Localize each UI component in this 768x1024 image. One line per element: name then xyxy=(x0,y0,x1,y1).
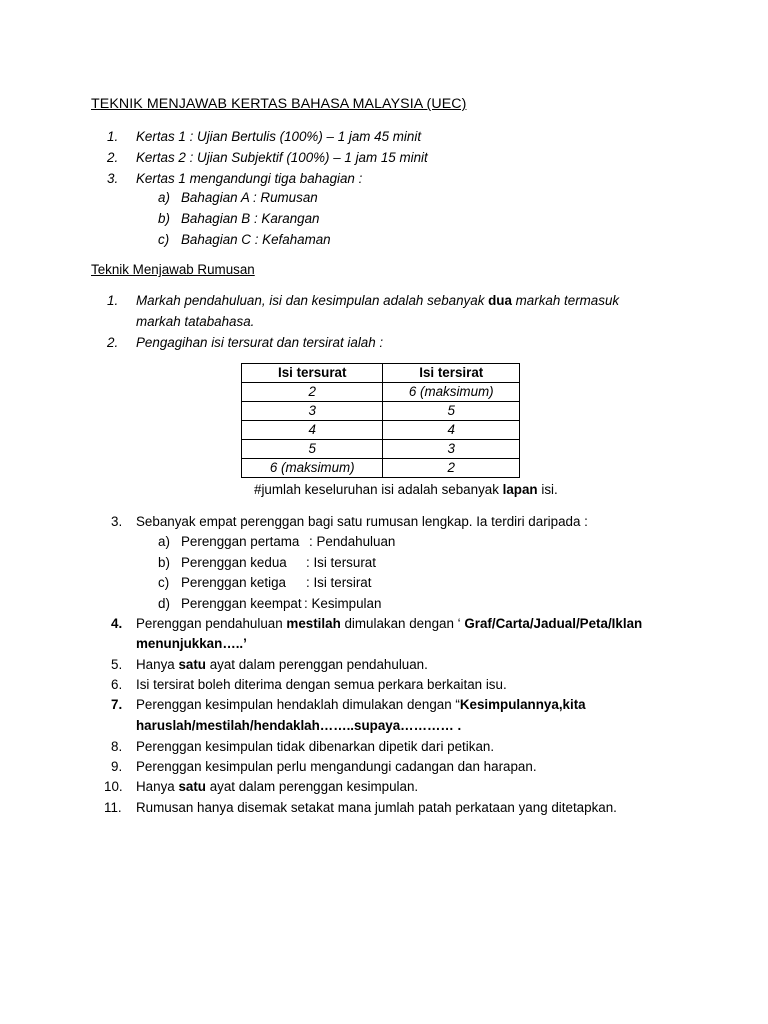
list-text xyxy=(136,293,619,309)
list-number: 10. xyxy=(104,779,123,794)
text-segment: Hanya xyxy=(136,657,179,672)
list-label: Perenggan keempat xyxy=(181,596,302,611)
table-cell: 6 (maksimum) xyxy=(383,383,520,402)
bold-segment: Graf/Carta/Jadual/Peta/Iklan xyxy=(464,616,643,631)
text-segment: dimulakan dengan ‘ xyxy=(340,616,465,631)
list-value: : Kesimpulan xyxy=(304,596,382,611)
list-number: 1. xyxy=(107,293,119,308)
list-value: : Isi tersirat xyxy=(306,575,372,590)
list-text: Isi tersirat boleh diterima dengan semua perkara berkaitan isu. xyxy=(136,677,507,692)
table-cell: 3 xyxy=(242,402,383,421)
list-text: Kertas 1 : Ujian Bertulis (100%) – 1 jam 45 minit xyxy=(136,129,422,144)
list-label: Perenggan pertama xyxy=(181,534,300,549)
bold-segment: mestilah xyxy=(286,616,341,631)
table-row xyxy=(242,402,520,421)
list-letter: c) xyxy=(158,575,170,590)
list-text: Bahagian B : Karangan xyxy=(181,211,320,226)
list-letter: a) xyxy=(158,534,170,549)
table-note xyxy=(254,482,558,497)
list-letter: b) xyxy=(158,555,170,570)
list-label: Perenggan ketiga xyxy=(181,575,286,590)
list-text: Bahagian C : Kefahaman xyxy=(181,232,331,247)
bold-segment: satu xyxy=(178,779,206,794)
isi-table xyxy=(241,363,520,478)
table-header: Isi tersirat xyxy=(383,364,520,383)
text-segment: #jumlah keseluruhan isi adalah sebanyak xyxy=(254,482,503,497)
list-letter: d) xyxy=(158,596,170,611)
text-segment: Markah pendahuluan, isi dan kesimpulan adalah sebanyak xyxy=(136,293,489,308)
list-number: 4. xyxy=(111,616,123,631)
table-cell: 4 xyxy=(383,421,520,440)
text-segment: ayat dalam perenggan pendahuluan. xyxy=(205,657,428,672)
text-segment: Hanya xyxy=(136,779,179,794)
list-number: 9. xyxy=(111,759,123,774)
text-segment: Perenggan pendahuluan xyxy=(136,616,287,631)
bold-segment: dua xyxy=(488,293,512,308)
list-text: Pengagihan isi tersurat dan tersirat ialah : xyxy=(136,335,384,350)
list-item-continuation: haruslah/mestilah/hendaklah……..supaya………… . xyxy=(136,718,462,733)
list-number: 11. xyxy=(104,800,122,815)
table-header: Isi tersurat xyxy=(242,364,383,383)
list-text: Sebanyak empat perenggan bagi satu rumusan lengkap. Ia terdiri daripada : xyxy=(136,514,588,529)
table-cell: 3 xyxy=(383,440,520,459)
list-label: Perenggan kedua xyxy=(181,555,287,570)
list-number: 3. xyxy=(111,514,123,529)
table-cell: 5 xyxy=(383,402,520,421)
table-row xyxy=(242,440,520,459)
table-cell: 4 xyxy=(242,421,383,440)
list-value: : Isi tersurat xyxy=(306,555,376,570)
list-letter: c) xyxy=(158,232,170,247)
list-number: 6. xyxy=(111,677,123,692)
list-text: Rumusan hanya disemak setakat mana jumlah patah perkataan yang ditetapkan. xyxy=(136,800,617,815)
list-text xyxy=(136,657,428,673)
list-text: Bahagian A : Rumusan xyxy=(181,190,318,205)
list-number: 1. xyxy=(107,129,119,144)
document-title: TEKNIK MENJAWAB KERTAS BAHASA MALAYSIA (UEC) xyxy=(91,96,467,112)
table-row xyxy=(242,383,520,402)
list-item-continuation: menunjukkan…..’ xyxy=(136,636,247,651)
list-text xyxy=(136,616,642,632)
bold-segment: satu xyxy=(178,657,206,672)
list-text xyxy=(136,697,586,713)
table-cell: 2 xyxy=(383,459,520,478)
table-cell: 5 xyxy=(242,440,383,459)
list-text: Kertas 1 mengandungi tiga bahagian : xyxy=(136,171,363,186)
list-value: : Pendahuluan xyxy=(309,534,396,549)
list-number: 5. xyxy=(111,657,123,672)
section-title: Teknik Menjawab Rumusan xyxy=(91,262,255,277)
bold-segment: lapan xyxy=(502,482,538,497)
text-segment: isi. xyxy=(537,482,558,497)
list-text xyxy=(136,779,418,795)
list-number: 7. xyxy=(111,697,123,712)
table-row xyxy=(242,421,520,440)
list-number: 2. xyxy=(107,150,119,165)
table-cell: 2 xyxy=(242,383,383,402)
list-item-continuation: markah tatabahasa. xyxy=(136,314,255,329)
bold-segment: Kesimpulannya,kita xyxy=(459,697,586,712)
list-text: Kertas 2 : Ujian Subjektif (100%) – 1 jam 15 minit xyxy=(136,150,428,165)
table-row xyxy=(242,459,520,478)
list-number: 8. xyxy=(111,739,123,754)
table-cell: 6 (maksimum) xyxy=(242,459,383,478)
table-header-row xyxy=(242,364,520,383)
list-text: Perenggan kesimpulan perlu mengandungi cadangan dan harapan. xyxy=(136,759,537,774)
text-segment: Perenggan kesimpulan hendaklah dimulakan dengan “ xyxy=(136,697,460,712)
list-number: 2. xyxy=(107,335,119,350)
text-segment: ayat dalam perenggan kesimpulan. xyxy=(205,779,419,794)
list-letter: b) xyxy=(158,211,170,226)
list-text: Perenggan kesimpulan tidak dibenarkan dipetik dari petikan. xyxy=(136,739,495,754)
list-letter: a) xyxy=(158,190,170,205)
text-segment: markah termasuk xyxy=(511,293,620,308)
list-number: 3. xyxy=(107,171,119,186)
